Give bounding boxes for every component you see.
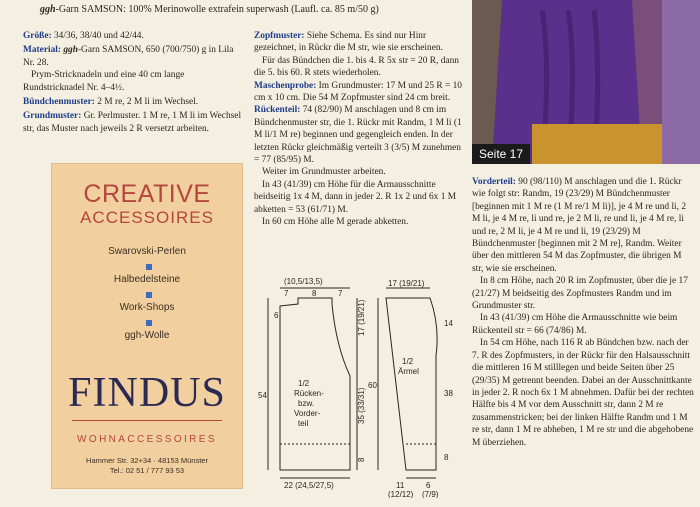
header-line [40,4,470,16]
ad-title-creative: CREATIVE [83,180,211,208]
body-left-dim: 6 [274,311,279,320]
ad-phone: Tel.: 02 51 / 777 93 53 [109,466,185,475]
body-label: Vorder- [294,409,321,418]
size-line: Größe: 34/36, 38/40 und 42/44. [23,31,144,41]
ad-bullet [146,264,152,270]
sleeve-top-width: 17 (19/21) [388,279,425,288]
body-label: Rücken- [294,389,324,398]
rib-pattern-line: Bündchenmuster: 2 M re, 2 M li im Wechsel. [23,97,199,108]
middle-column [254,30,464,229]
right-column [472,176,694,449]
body-top-part: 7 [284,289,289,298]
body-mid-height: 35 (33/31) [357,387,366,424]
ad-bullet [146,292,152,298]
sleeve-bottom-height: 8 [444,453,449,462]
back-para: Rückenteil: 74 (82/90) M anschlagen und 8 cm im Bündchenmuster str, die 1. Rückr mit Randm, 1 M li (1 M li/1 M re) beginnen und gegengleich enden. In der letzten Rückr gleichmäßig verteilt 3 (3/5) M zunehmen = 77 (85/95) M. [254,105,462,166]
body-bottom-height: 8 [357,457,366,462]
sweater-photo [472,0,700,164]
header-text: -Garn SAMSON: 100% Merinowolle extrafein superwash (Laufl. ca. 85 m/50 g) [55,4,379,15]
back-para3: In 43 (41/39) cm Höhe für die Armausschnitte beidseitig 1x 4 M, dann in jeder 2. R 1x 2 und 6x 1 M abketten = 53 (61/71) M. [254,179,457,215]
body-total-height: 54 [258,391,267,400]
body-top-label: (10,5/13,5) [284,277,323,286]
front-para: Vorderteil: 90 (98/110) M anschlagen und die 1. Rückr wie folgt str: Randm, 19 (23/29) M Bündchenmuster [beginnen mit 1 M re (1 M re/1 M li)], je 4 M re und li, 2 M li, je 4 M re, li und re, je 2 M li, re und li, je 4 M re, li und re, 2 M li, je 4 M re und li, 19 (23/29) M Bündchenmuster [beginnen mit 2 M re], Randm. Weiter über den mittleren 54 M das Zopfmuster, die übrigen M str, wie sie erscheinen. [472,177,687,274]
sleeve-label: Ärmel [398,367,419,376]
sleeve-bottom-b-alt: (7/9) [422,490,439,498]
sleeve-bottom-b: 6 [426,481,431,490]
ggh-logo: ggh [40,4,56,15]
body-label: teil [298,419,309,428]
sleeve-upper-height: 14 [444,319,453,328]
body-bottom-width: 22 (24,5/27,5) [284,481,334,490]
ad-subtitle: WOHNACCESSOIRES [77,434,217,445]
sleeve-total-height: 60 [368,381,377,390]
cable-pattern-para: Zopfmuster: Siehe Schema. Es sind nur Hinr gezeichnet, in Rückr die M str, wie sie erscheinen. [254,31,443,54]
schematic-diagram [254,276,468,498]
ad-item: Swarovski-Perlen [108,246,186,257]
photo-bag [532,124,662,164]
front-para4: In 54 cm Höhe, nach 116 R ab Bündchen bzw. nach der 7. R des Zopfmusters, in der Rückr für den Halsausschnitt die mittleren 16 M stilllegen und beide Seiten über 25 (29/35) M getrennt beenden. Dabei an der Ausschnittkante in jeder 2. R noch 6x 1 M abnehmen. Dafür bei der rechten Hälfte bis 4 M vor dem Ausschnitt str, dann 2 M re zusammenstricken; bei der linken Hälfte Randm und 1 M re str, dann 1 M re abheben, 1 M re str und die abgehobene M überziehen. [472,338,694,448]
ad-item: Halbedelsteine [113,274,181,285]
front-para3: In 43 (41/39) cm Höhe die Armausschnitte wie beim Rückenteil str = 66 (74/86) M. [472,313,678,336]
ad-bullet [146,320,152,326]
page-badge: Seite 17 [472,144,530,164]
body-top-part: 7 [338,289,343,298]
body-outline [280,298,350,470]
ad-title-accessoires: ACCESSOIRES [80,208,214,227]
findus-advertisement [51,163,243,489]
ad-item: Work-Shops [119,302,175,313]
sleeve-bottom-a-alt: (12/12) [388,490,414,498]
sleeve-schematic [378,288,437,478]
body-upper-height: 17 (19/21) [357,299,366,336]
findus-logo: FINDUS [68,370,226,416]
material-line: Material: ggh-Garn SAMSON, 650 (700/750) g in Lila Nr. 28. [23,45,234,68]
body-label: 1/2 [298,379,310,388]
sleeve-label: 1/2 [402,357,414,366]
cable-pattern-para2: Für das Bündchen die 1. bis 4. R 5x str = 20 R, dann die 5. bis 60. R stets wiederholen. [254,55,459,79]
left-column [23,30,245,135]
front-para2: In 8 cm Höhe, nach 20 R im Zopfmuster, über die je 17 (21/27) M beidseitig des Zopfmusters Randm und im Grundmuster str. [472,276,688,312]
needles-line: Prym-Stricknadeln und eine 40 cm lange Rundstricknadel Nr. 4–4½. [23,70,185,93]
photo-scarf-stripe [662,0,700,164]
body-top-part: 8 [312,289,317,298]
ad-divider [72,420,222,421]
body-schematic [268,288,357,478]
back-para4: In 60 cm Höhe alle M gerade abketten. [262,217,409,228]
back-para2: Weiter im Grundmuster arbeiten. [262,167,386,178]
gauge-para: Maschenprobe: Im Grundmuster: 17 M und 25 R = 10 cm x 10 cm. Die 54 M Zopfmuster sind 24 cm breit. [254,80,462,104]
body-label: bzw. [298,399,315,408]
sleeve-mid-height: 38 [444,389,453,398]
base-pattern-line: Grundmuster: Gr. Perlmuster. 1 M re, 1 M li im Wechsel str, das Muster nach jeweils 2 R versetzt arbeiten. [23,111,242,134]
sleeve-bottom-a: 11 [396,481,405,490]
ad-address: Hammer Str. 32+34 · 48153 Münster [86,456,208,465]
photo-illustration [472,0,700,164]
ad-item: ggh-Wolle [124,330,170,341]
